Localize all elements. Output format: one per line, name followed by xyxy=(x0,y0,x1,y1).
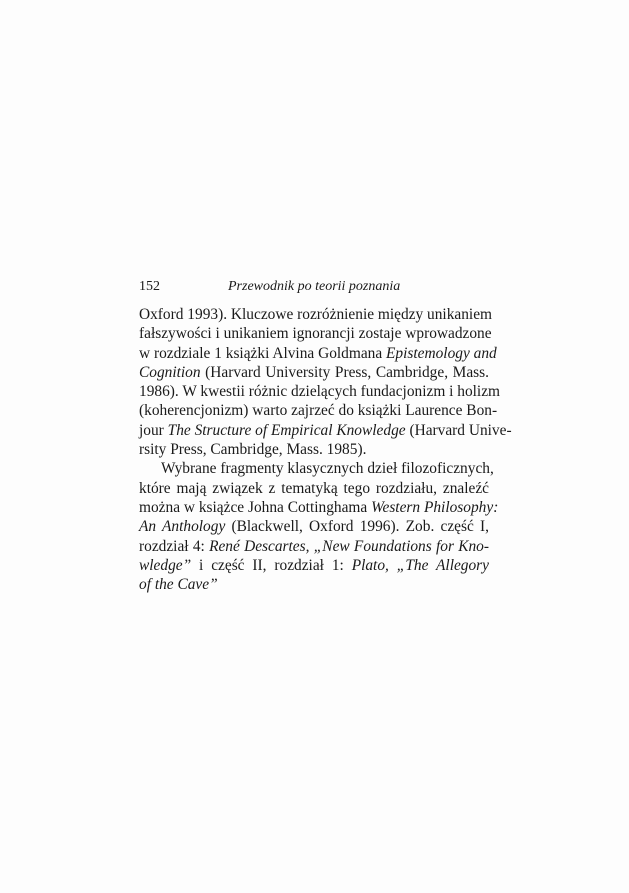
text-segment: (Harvard University Press, Cambridge, Mass. xyxy=(200,363,489,381)
italic-segment: Epistemology and xyxy=(386,344,497,362)
text-line xyxy=(139,479,489,498)
text-segment: rozdział 4: xyxy=(139,537,210,555)
paragraph xyxy=(139,305,512,459)
text-line xyxy=(139,421,512,440)
text-segment: w rozdziale 1 książki Alvina Goldmana xyxy=(139,344,387,362)
text-segment: (koherencjonizm) warto zajrzeć do książki Laurence Bon- xyxy=(139,402,498,420)
italic-segment: René Descartes, „New Foundations for Kno- xyxy=(209,537,489,555)
text-segment: rsity Press, Cambridge, Mass. 1985). xyxy=(139,441,367,459)
body-text xyxy=(139,305,512,594)
text-line xyxy=(139,556,489,575)
text-segment: jour xyxy=(139,421,168,439)
text-line xyxy=(139,498,499,517)
text-line xyxy=(139,382,501,401)
text-segment: można w książce Johna Cottinghama xyxy=(139,498,372,516)
page-header xyxy=(139,278,489,296)
text-segment: które mają związek z tematyką tego rozdziału, znaleźć xyxy=(139,479,489,497)
text-line xyxy=(139,305,493,324)
page-number: 152 xyxy=(139,279,160,294)
paragraph xyxy=(139,459,499,594)
italic-segment: of the Cave” xyxy=(139,576,218,594)
text-line xyxy=(139,344,497,363)
italic-segment: Plato, „The Allegory xyxy=(351,556,490,574)
text-line xyxy=(139,401,498,420)
text-segment: Oxford 1993). Kluczowe rozróżnienie między unikaniem xyxy=(139,306,493,323)
text-line xyxy=(139,324,492,343)
italic-segment: The Structure of Empirical Knowledge xyxy=(167,421,406,439)
text-segment: 1986). W kwestii różnic dzielących fundacjonizm i holizm xyxy=(139,383,501,401)
text-segment: (Harvard Unive- xyxy=(405,421,512,439)
text-segment: (Blackwell, Oxford 1996). Zob. część I, xyxy=(225,518,489,536)
text-segment: Wybrane fragmenty klasycznych dzieł filozoficznych, xyxy=(161,460,494,478)
text-line xyxy=(139,537,489,556)
text-line xyxy=(139,459,494,478)
italic-segment: Western Philosophy: xyxy=(371,498,499,516)
text-segment: fałszywości i unikaniem ignorancji zostaje wprowadzone xyxy=(139,325,492,343)
italic-segment: An Anthology xyxy=(139,518,226,536)
text-line xyxy=(139,575,489,594)
text-line xyxy=(139,440,489,459)
italic-segment: Cognition xyxy=(139,363,201,381)
text-segment: i część II, rozdział 1: xyxy=(191,556,352,574)
running-title: Przewodnik po teorii poznania xyxy=(228,279,401,294)
italic-segment: wledge” xyxy=(139,556,192,574)
text-line xyxy=(139,363,489,382)
text-line xyxy=(139,517,489,536)
